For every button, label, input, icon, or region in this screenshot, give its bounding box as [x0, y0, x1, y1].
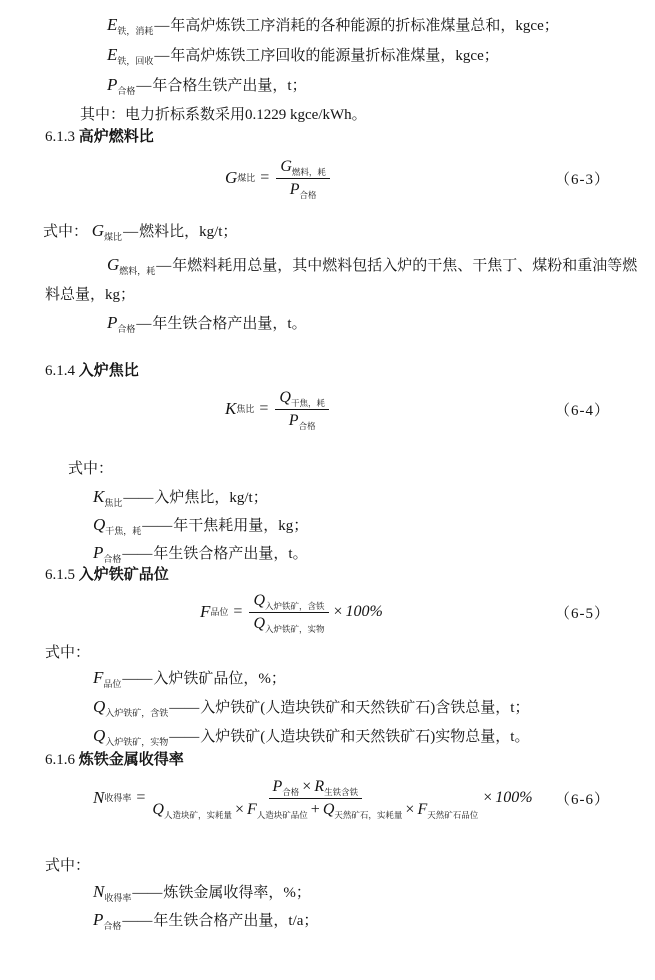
where-label: 式中： — [68, 461, 114, 477]
definition-dash: —— — [122, 913, 153, 929]
equals-sign: = — [259, 400, 269, 417]
definition-line-g-fuel — [0, 254, 655, 276]
fraction — [276, 158, 330, 198]
section-title: 入炉焦比 — [78, 363, 139, 379]
variable-symbol: Q — [93, 726, 106, 745]
equals-sign: = — [260, 169, 270, 186]
definition-dash: —— — [142, 518, 173, 534]
variable-subscript: 合格 — [103, 554, 122, 564]
variable-symbol: P — [107, 313, 118, 332]
section-title: 炼铁金属收得率 — [78, 752, 184, 768]
definition-text: 料总量，kg； — [45, 287, 136, 303]
definition-dash: —— — [169, 729, 200, 745]
formula-body: K 焦比 = $\frac{Q_{干焦,耗}}{P_{合格}}$ — [225, 389, 331, 429]
where-clause-6-1-5 — [0, 642, 655, 664]
variable-subscript: 人造块矿，实耗量 — [163, 809, 232, 820]
variable-symbol: Q — [93, 515, 106, 534]
variable-subscript: 品位 — [103, 679, 122, 689]
definition-line-k-coke — [0, 486, 655, 508]
variable-symbol: P — [272, 777, 283, 795]
section-number: 6.1.5 — [45, 567, 75, 583]
formula-body: N 收得率 = $\frac{P_{合格} \times R_{生铁含铁}}{Q_{人造块矿,实耗量} \times F_{人造块矿品位} + Q_{天然矿石,实耗量} \times F_{天然矿石品位}}$ × 100% — [93, 777, 533, 820]
definition-text: 入炉铁矿(人造块铁矿和天然铁矿石)含铁总量，t； — [200, 700, 530, 716]
variable-subscript: 入炉铁矿，实物 — [265, 623, 325, 634]
where-label: 式中： — [45, 645, 91, 661]
variable-subscript: 煤比 — [104, 232, 123, 242]
definition-dash: — — [154, 18, 170, 34]
variable-subscript: 铁，回收 — [117, 56, 154, 66]
variable-symbol: K — [225, 399, 237, 418]
fraction-numerator — [275, 389, 329, 410]
multiplication-sign: × — [234, 800, 244, 818]
definition-text: 入炉焦比，kg/t； — [154, 490, 268, 506]
percent-value: 100% — [345, 603, 383, 620]
definition-line-e-consumed — [0, 14, 655, 36]
variable-subscript: 生铁含铁 — [324, 787, 359, 798]
multiplication-sign: × — [483, 789, 493, 806]
variable-subscript: 入炉铁矿，实物 — [105, 737, 169, 747]
variable-symbol: F — [247, 800, 257, 818]
variable-subscript: 铁，消耗 — [117, 26, 154, 36]
formula-6-3 — [0, 152, 655, 204]
variable-subscript: 收得率 — [104, 893, 132, 903]
definition-text: 年高炉炼铁工序消耗的各种能源的折标准煤量总和，kgce； — [170, 18, 559, 34]
variable-symbol: K — [93, 487, 105, 506]
variable-symbol: Q — [279, 388, 291, 406]
variable-symbol: G — [91, 221, 105, 240]
variable-subscript: 入炉铁矿，含铁 — [105, 708, 169, 718]
equals-sign: = — [233, 603, 243, 620]
fraction-numerator — [276, 158, 330, 179]
definition-text: 燃料比，kg/t； — [139, 224, 238, 240]
formula-6-6 — [0, 775, 655, 821]
variable-symbol: P — [93, 543, 104, 562]
section-heading-6-1-3 — [0, 126, 655, 148]
definition-text: 年燃料耗用总量，其中燃料包括入炉的干焦、干焦丁、煤粉和重油等燃 — [172, 258, 638, 274]
definition-line-p-qualified — [0, 74, 655, 96]
definition-line-p-qualified — [0, 909, 655, 931]
fraction-numerator — [249, 592, 328, 613]
definition-text: 炼铁金属收得率，%； — [163, 885, 311, 901]
definition-dash: —— — [122, 671, 153, 687]
variable-symbol: E — [107, 15, 118, 34]
variable-symbol: Q — [253, 591, 265, 609]
definition-continuation-line — [0, 284, 655, 306]
definition-line-q-drycoke — [0, 514, 655, 536]
where-clause-6-1-4 — [0, 458, 655, 480]
formula-body: G 煤比 = $\frac{G_{燃料,耗}}{P_{合格}}$ — [225, 158, 332, 198]
fraction — [152, 778, 478, 818]
equation-number: （6-4） — [555, 402, 610, 419]
definition-dash: —— — [169, 700, 200, 716]
fraction-numerator — [269, 778, 363, 799]
fraction-denominator — [289, 410, 316, 430]
variable-symbol: P — [289, 180, 300, 198]
equals-sign: = — [136, 789, 146, 806]
definition-line-p-qualified — [0, 542, 655, 564]
definition-text: 年高炉炼铁工序回收的能源量折标准煤量，kgce； — [170, 48, 499, 64]
where-clause-6-1-6 — [0, 855, 655, 877]
variable-subscript: 焦比 — [104, 498, 123, 508]
definition-text: 年生铁合格产出量，t/a； — [153, 913, 319, 929]
where-label: 式中： — [45, 858, 91, 874]
fraction-denominator — [290, 179, 317, 199]
variable-symbol: N — [93, 882, 105, 901]
where-clause-6-1-3 — [0, 220, 655, 242]
definition-dash: — — [136, 78, 152, 94]
equation-number: （6-5） — [555, 605, 610, 622]
fraction — [275, 389, 329, 429]
definition-dash: — — [136, 316, 152, 332]
definition-text: 年干焦耗用量，kg； — [173, 518, 309, 534]
variable-subscript: 天然矿石品位 — [427, 809, 479, 820]
variable-symbol: F — [93, 668, 104, 687]
formula-body: F 品位 = $\frac{Q_{入炉铁矿,含铁}}{Q_{入炉铁矿,实物}}$ × 100% — [200, 591, 383, 634]
fraction-denominator — [253, 613, 324, 633]
definition-dash: —— — [132, 885, 163, 901]
variable-symbol: P — [107, 75, 118, 94]
definition-line-q-ironore-physical — [0, 725, 655, 747]
section-number: 6.1.6 — [45, 752, 75, 768]
variable-symbol: G — [225, 168, 238, 187]
variable-symbol: G — [107, 255, 120, 274]
formula-6-4 — [0, 384, 655, 434]
variable-symbol: Q — [93, 697, 106, 716]
definition-dash: — — [154, 48, 170, 64]
definition-line-q-ironore-fe — [0, 696, 655, 718]
definition-dash: —— — [123, 490, 154, 506]
multiplication-sign: × — [333, 603, 343, 620]
definition-line-n-yield — [0, 881, 655, 903]
definition-dash: —— — [122, 546, 153, 562]
note-text: 其中：电力折标系数采用0.1229 kgce/kWh。 — [80, 107, 367, 123]
equation-number: （6-3） — [555, 171, 610, 188]
multiplication-sign: × — [405, 800, 415, 818]
definition-text: 入炉铁矿(人造块铁矿和天然铁矿石)实物总量，t。 — [200, 729, 530, 745]
variable-subscript: 合格 — [298, 420, 316, 431]
section-number: 6.1.4 — [45, 363, 75, 379]
definition-text: 入炉铁矿品位，%； — [153, 671, 286, 687]
percent-value: 100% — [495, 789, 533, 806]
variable-subscript: 合格 — [299, 189, 317, 200]
definition-line-f-grade — [0, 667, 655, 689]
variable-symbol: Q — [253, 614, 265, 632]
variable-subscript: 人造块矿品位 — [256, 809, 308, 820]
power-conversion-note — [0, 104, 655, 126]
multiplication-sign: × — [302, 777, 312, 795]
variable-symbol: P — [288, 411, 299, 429]
variable-subscript: 合格 — [117, 324, 136, 334]
variable-symbol: F — [417, 800, 428, 818]
section-heading-6-1-5 — [0, 564, 655, 586]
definition-line-p-qualified — [0, 312, 655, 334]
variable-symbol: N — [93, 788, 105, 807]
variable-subscript: 干焦，耗 — [290, 398, 325, 409]
equation-number: （6-6） — [555, 791, 610, 808]
variable-subscript: 天然矿石，实耗量 — [334, 809, 403, 820]
section-number: 6.1.3 — [45, 129, 75, 145]
variable-subscript: 合格 — [117, 86, 136, 96]
section-heading-6-1-4 — [0, 360, 655, 382]
definition-text: 年合格生铁产出量，t； — [152, 78, 307, 94]
section-heading-6-1-6 — [0, 749, 655, 771]
definition-line-e-recovered — [0, 44, 655, 66]
section-title: 入炉铁矿品位 — [78, 567, 169, 583]
fraction-denominator — [152, 799, 478, 819]
formula-6-5 — [0, 588, 655, 636]
variable-symbol: Q — [152, 800, 164, 818]
definition-text: 年生铁合格产出量，t。 — [153, 546, 308, 562]
variable-subscript: 燃料，耗 — [119, 266, 156, 276]
variable-subscript: 合格 — [103, 921, 122, 931]
where-label: 式中： — [43, 224, 89, 240]
plus-sign: + — [310, 800, 320, 818]
variable-symbol: G — [280, 157, 292, 175]
variable-subscript: 入炉铁矿，含铁 — [265, 601, 325, 612]
definition-dash: — — [123, 224, 139, 240]
variable-subscript: 燃料，耗 — [291, 167, 326, 178]
definition-text: 年生铁合格产出量，t。 — [152, 316, 307, 332]
variable-symbol: E — [107, 45, 118, 64]
variable-symbol: R — [314, 777, 325, 795]
section-title: 高炉燃料比 — [78, 129, 154, 145]
variable-subscript: 干焦，耗 — [105, 526, 142, 536]
variable-subscript: 合格 — [282, 787, 300, 798]
variable-symbol: P — [93, 910, 104, 929]
fraction — [249, 592, 328, 632]
definition-dash: — — [156, 258, 172, 274]
variable-symbol: F — [200, 602, 211, 621]
variable-symbol: Q — [322, 800, 335, 818]
